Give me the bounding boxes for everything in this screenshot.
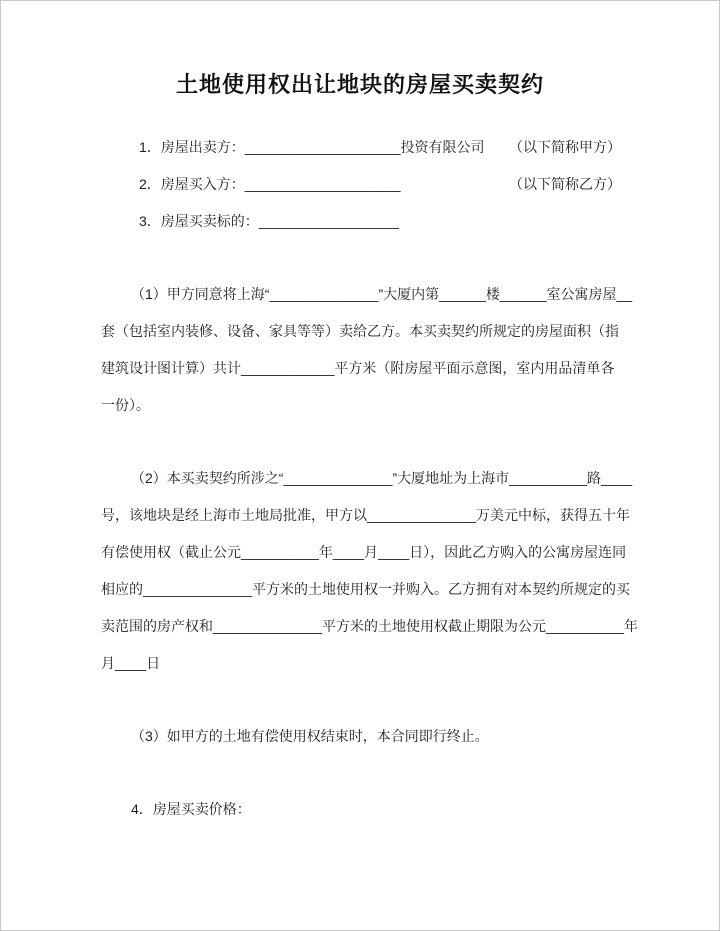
text-line: 月____日: [101, 655, 161, 671]
numbered-item-subject: [139, 203, 621, 240]
text-line: （2）本买卖契约所涉之“______________”大厦地址为上海市__________路____: [131, 470, 633, 486]
text-line: 卖范围的房产权和______________平方米的土地使用权截止期限为公元__________年: [101, 618, 638, 634]
text-line: 号，该地块是经上海市土地局批准，甲方以______________万美元中标，获得五十年: [101, 507, 631, 523]
party-a-note: （以下简称甲方）: [509, 139, 621, 155]
numbered-item-buyer: [139, 166, 621, 203]
text-line: 一份）。: [101, 397, 150, 413]
document-title: 土地使用权出让地块的房屋买卖契约: [175, 72, 544, 97]
text-line: （1）甲方同意将上海“______________”大厦内第______楼______室公寓房屋__: [131, 286, 633, 302]
clause-1-paragraph: [101, 276, 633, 424]
party-items-list: [139, 129, 621, 240]
clause-4-heading: 4．房屋买卖价格：: [131, 801, 251, 817]
numbered-item-text: 3．房屋买卖标的：__________________: [139, 213, 399, 229]
text-line: 建筑设计图计算）共计____________平方米（附房屋平面示意图，室内用品清单各: [101, 360, 615, 376]
clause-3-paragraph: [101, 718, 619, 755]
text-line: （3）如甲方的土地有偿使用权结束时，本合同即行终止。: [131, 728, 489, 744]
clause-2-paragraph: [101, 460, 638, 682]
numbered-item-text: 2．房屋买入方：____________________: [139, 176, 401, 192]
text-line: 套（包括室内装修、设备、家具等等）卖给乙方。本买卖契约所规定的房屋面积（指: [101, 323, 619, 339]
numbered-item-seller: [139, 129, 621, 166]
party-b-note: （以下简称乙方）: [509, 176, 621, 192]
text-line: 有偿使用权（截止公元__________年____月____日），因此乙方购入的公寓房屋连同: [101, 544, 627, 560]
numbered-item-text: 1．房屋出卖方：____________________投资有限公司: [139, 139, 485, 155]
document-content: [1, 1, 719, 930]
text-line: 相应的______________平方米的土地使用权一并购入。乙方拥有对本契约所规定的买: [101, 581, 631, 597]
